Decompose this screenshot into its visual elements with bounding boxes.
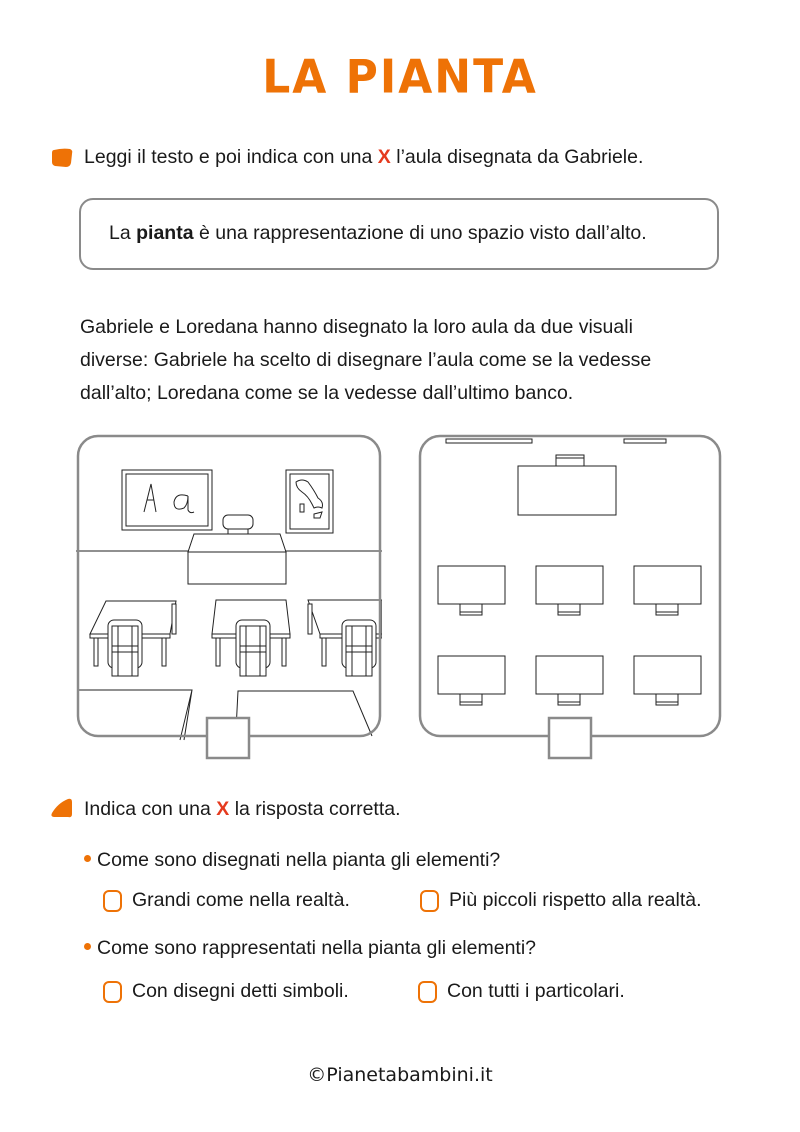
- story-paragraph: [80, 311, 740, 410]
- option-label: Più piccoli rispetto alla realtà.: [449, 889, 702, 911]
- checkbox[interactable]: [420, 890, 439, 912]
- checkbox[interactable]: [418, 981, 437, 1003]
- copyright-footer: ©Pianetabambini.it: [307, 1064, 493, 1086]
- paragraph-line: diverse: Gabriele ha scelto di disegnare l’aula come se la vedesse: [80, 349, 652, 371]
- option-label: Grandi come nella realtà.: [132, 889, 350, 911]
- checkbox[interactable]: [103, 981, 122, 1003]
- orange-triangle-bullet-icon: [50, 797, 74, 819]
- classroom-plan-image: [418, 434, 724, 760]
- answer-box-perspective[interactable]: [207, 718, 249, 758]
- paragraph-line: Gabriele e Loredana hanno disegnato la loro aula da due visuali: [80, 316, 633, 338]
- definition-suffix: è una rappresentazione di uno spazio visto dall’alto.: [193, 222, 647, 244]
- instruction-text: Indica con una: [84, 798, 217, 820]
- question-2: [84, 937, 536, 960]
- instruction-text: Leggi il testo e poi indica con una: [84, 146, 378, 168]
- classroom-perspective-image: [76, 434, 382, 760]
- definition-keyword: pianta: [136, 222, 194, 244]
- definition-prefix: La: [109, 222, 137, 244]
- option-label: Con disegni detti simboli.: [132, 980, 349, 1002]
- checkbox[interactable]: [103, 890, 122, 912]
- instruction-text: la risposta corretta.: [229, 798, 401, 820]
- bullet-dot-icon: [84, 943, 91, 950]
- option-2a[interactable]: [103, 980, 349, 1003]
- instruction-read-text: [84, 146, 643, 169]
- question-text: Come sono rappresentati nella pianta gli elementi?: [97, 937, 537, 959]
- instruction-text: l’aula disegnata da Gabriele.: [390, 146, 644, 168]
- definition-text: [109, 222, 647, 245]
- x-mark: X: [377, 146, 391, 168]
- answer-box-plan[interactable]: [549, 718, 591, 758]
- definition-box: [79, 198, 719, 270]
- question-1: [84, 849, 500, 872]
- option-label: Con tutti i particolari.: [447, 980, 625, 1002]
- option-1a[interactable]: [103, 889, 350, 912]
- option-1b[interactable]: [420, 889, 702, 912]
- x-mark: X: [216, 798, 230, 820]
- orange-square-bullet-icon: [51, 148, 73, 168]
- paragraph-line: dall’alto; Loredana come se la vedesse dall’ultimo banco.: [80, 382, 574, 404]
- instruction-choose-answer: [84, 798, 401, 821]
- option-2b[interactable]: [418, 980, 625, 1003]
- page-title: LA PIANTA: [262, 50, 538, 105]
- bullet-dot-icon: [84, 855, 91, 862]
- question-text: Come sono disegnati nella pianta gli elementi?: [97, 849, 501, 871]
